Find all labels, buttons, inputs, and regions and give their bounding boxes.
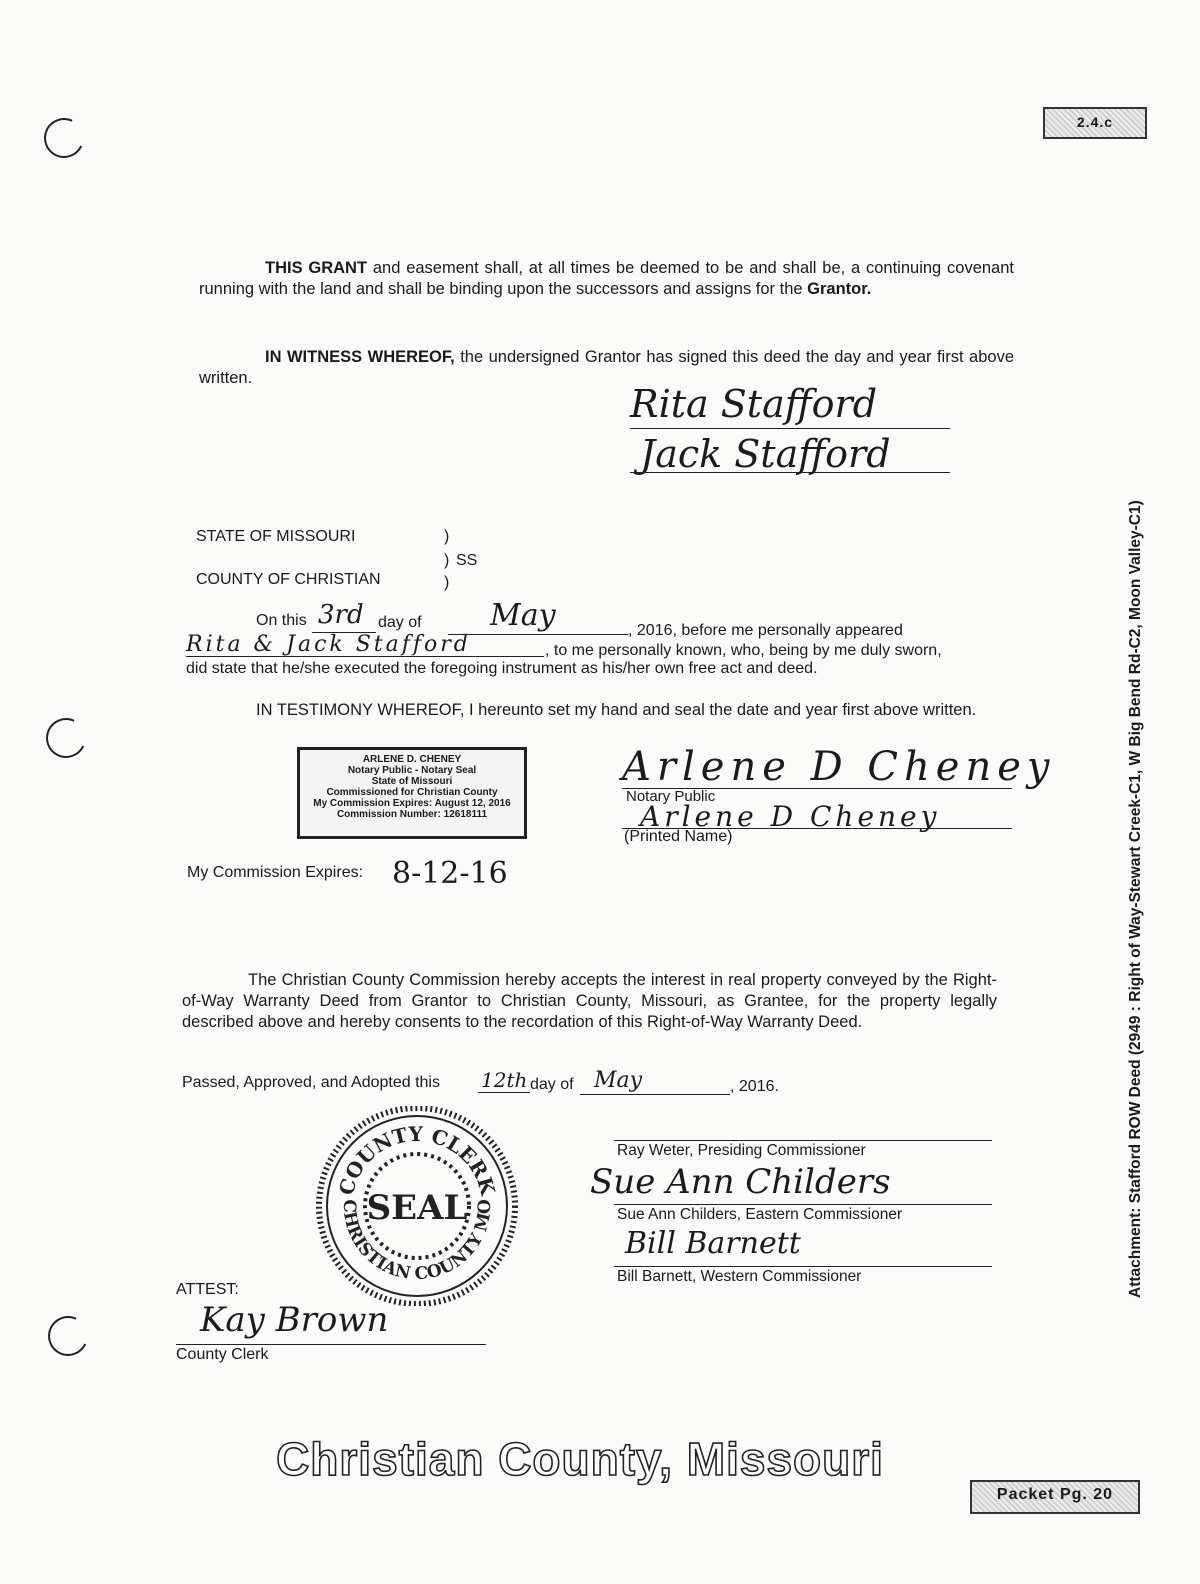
commissioner-signature-western: Bill Barnett [625,1226,801,1261]
ack-on-this: On this [256,612,307,629]
commissioner-line-eastern [614,1204,992,1205]
attest-signature: Kay Brown [200,1300,389,1340]
grant-tail: Grantor. [807,280,872,298]
ack-names-line [186,656,544,657]
adopted-month-line [580,1094,730,1095]
attachment-side-caption: Attachment: Stafford ROW Deed (2949 : Right of Way-Stewart Creek-C1, W Big Bend Rd-C2, Moon Valley-C1) [1127,500,1144,1298]
ack-rest-text: did state that he/she executed the foregoing instrument as his/her own free act and deed. [186,660,818,677]
venue-paren-top: ) [444,528,450,545]
notary-seal-line: Notary Public - Notary Seal [347,765,477,776]
attest-label: ATTEST: [176,1281,239,1298]
commission-expires-handwritten: 8-12-16 [392,856,508,891]
punch-hole-bottom [42,1310,93,1361]
printed-name-label: (Printed Name) [624,828,733,845]
notary-printed-name-handwritten: Arlene D Cheney [640,800,941,833]
commissioner-line-western [614,1266,992,1267]
grantor-signature-rita: Rita Stafford [630,382,878,426]
notary-seal-line: My Commission Expires: August 12, 2016 [313,798,511,809]
ack-year-text: , 2016, before me personally appeared [628,622,903,639]
packet-page-stamp: Packet Pg. 20 [970,1480,1140,1514]
testimony-paragraph: IN TESTIMONY WHEREOF, I hereunto set my hand and seal the date and year first above written. [256,701,977,719]
notary-signature: Arlene D Cheney [622,744,1056,790]
notary-seal-line: State of Missouri [371,776,453,787]
seal-top-text: COUNTY CLERK [333,1121,501,1198]
witness-paragraph [199,347,1014,389]
ack-day-of: day of [378,614,422,631]
ack-names-handwritten: Rita & Jack Stafford [186,632,471,657]
county-clerk-seal-graphic [312,1106,522,1306]
notary-seal-line: Commission Number: 12618111 [336,809,488,820]
notary-seal-line: Commissioned for Christian County [326,787,498,798]
commission-paragraph: The Christian County Commission hereby accepts the interest in real property conveyed by the Right-of-Way Warranty Deed from Grantor to Christian County, Missouri, as Grantee, for the property legally described above and hereby consents to the recordation of this Right-of-Way Warranty Deed. [182,971,997,1031]
county-clerk-label: County Clerk [176,1346,269,1363]
ack-known-text: , to me personally known, who, being by me duly sworn, [545,642,942,659]
adopted-prefix: Passed, Approved, and Adopted this [182,1074,440,1091]
grant-text: and easement shall, at all times be deemed to be and shall be, a continuing covenant running with the land and shall be binding upon the successors and assigns for the [199,259,1014,298]
venue-state: STATE OF MISSOURI [196,528,356,545]
punch-hole-top [38,112,89,163]
venue-ss: SS [456,552,478,569]
grant-lead: THIS GRANT [265,259,368,277]
grantor-signature-line-1 [630,428,950,429]
adopted-day-of: day of [530,1076,574,1093]
witness-lead: IN WITNESS WHEREOF, [265,348,455,366]
venue-paren-mid: ) [444,552,450,569]
ack-month-line [448,634,628,635]
county-clerk-seal [312,1106,522,1306]
ack-month-handwritten: May [490,598,556,633]
commissioner-title-presiding: Ray Weter, Presiding Commissioner [617,1142,866,1159]
ack-day-handwritten: 3rd [318,600,364,630]
adopted-day-line [478,1092,530,1093]
grant-paragraph [199,258,1014,300]
adopted-year: , 2016. [730,1078,779,1095]
witness-text: the undersigned Grantor has signed this deed the day and year first above written. [199,348,1014,387]
venue-county: COUNTY OF CHRISTIAN [196,571,381,588]
seal-bottom-text: CHRISTIAN COUNTY MO [338,1199,496,1285]
seal-center-text: SEAL [366,1188,468,1228]
notary-seal-line: ARLENE D. CHENEY [362,754,462,765]
adopted-month-handwritten: May [594,1068,643,1093]
commission-expires-label: My Commission Expires: [187,864,364,881]
footer-title: Christian County, Missouri [276,1433,884,1485]
commissioner-signature-eastern: Sue Ann Childers [590,1162,891,1202]
venue-paren-bottom: ) [444,574,450,591]
attest-signature-line [176,1344,486,1345]
grantor-signature-line-2 [630,472,950,473]
grantor-signature-jack: Jack Stafford [640,432,891,476]
commissioner-title-western: Bill Barnett, Western Commissioner [617,1268,862,1285]
punch-hole-middle [40,712,91,763]
notary-public-label: Notary Public [626,788,716,805]
adopted-day-handwritten: 12th [481,1068,528,1092]
notary-seal-stamp [297,747,527,839]
commissioner-title-eastern: Sue Ann Childers, Eastern Commissioner [617,1206,903,1223]
commissioner-line-presiding [614,1140,992,1141]
agenda-item-stamp: 2.4.c [1043,107,1147,139]
